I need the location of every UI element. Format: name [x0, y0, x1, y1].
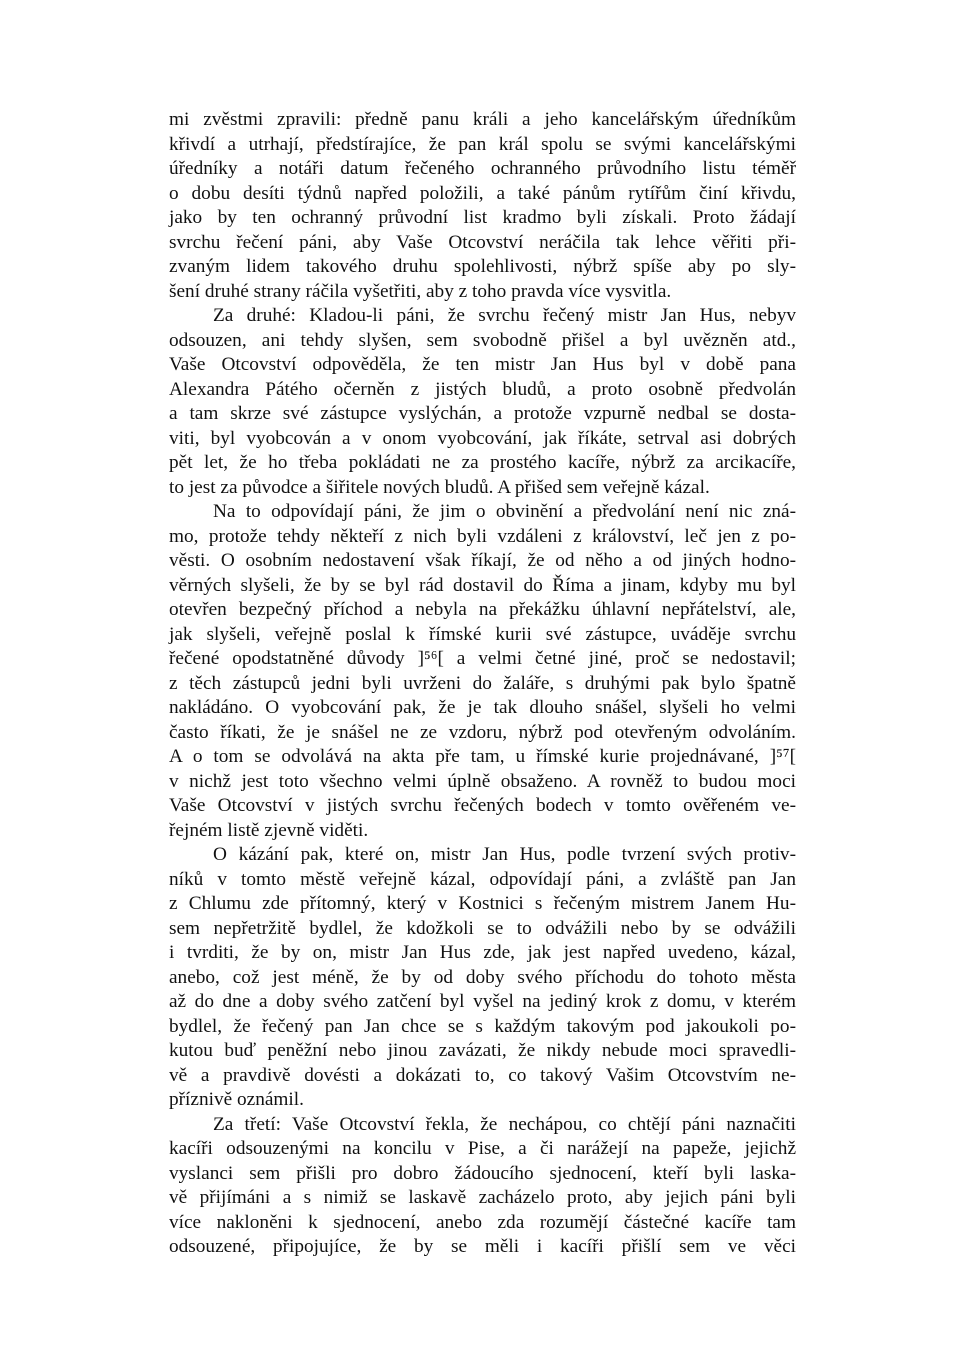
text-line: mi zvěstmi zpravili: předně panu králi a jeho kancelářským úředníkům — [169, 109, 796, 130]
text-line: z Chlumu zde přítomný, který v Kostnici s řečeným mistrem Janem Hu- — [169, 893, 796, 914]
text-line: viti, byl vyobcován a v onom vyobcování, jak říkáte, setrval asi dobrých — [169, 427, 796, 449]
body-text — [169, 108, 796, 1260]
text-line: věsti. O osobním nedostavení však říkají, že od něho a od jiných hodno- — [169, 550, 796, 571]
text-line: odsouzené, připojujíce, že by se měli i kacíři přišlí sem ve věci — [169, 1236, 796, 1257]
text-line: sem nepřetržitě bydlel, že kdožkoli se to odvážili nebo by se odvážili — [169, 917, 796, 939]
text-line: pět let, že ho třeba pokládati ne za prostého kacíře, nýbrž za arcikacíře, — [169, 452, 796, 473]
text-line: anebo, což jest méně, že by od doby svého příchodu do tohoto města — [169, 966, 796, 988]
text-line: šení druhé strany ráčila vyšetřiti, aby z toho pravda více vysvitla. — [169, 280, 672, 302]
text-line: o dobu desíti týdnů napřed položili, a také pánům rytířům činí křivdu, — [169, 182, 796, 204]
text-line: Za druhé: Kladou-li páni, že svrchu řečený mistr Jan Hus, nebyv — [213, 305, 796, 326]
text-line: Vaše Otcovství odpověděla, že ten mistr Jan Hus byl v době pana — [169, 354, 796, 375]
text-line: často říkati, že je snášel ne ze vzdoru, nýbrž pod otevřeným odvoláním. — [169, 721, 796, 743]
text-line: řejném listě zjevně viděti. — [169, 819, 369, 841]
text-line: O kázání pak, které on, mistr Jan Hus, podle tvrzení svých protiv- — [213, 844, 796, 865]
text-line: zvaným lidem takového druhu spolehlivosti, nýbrž spíše aby po sly- — [169, 256, 796, 277]
text-line: to jest za původce a šiřitele nových bludů. A přišed sem veřejně kázal. — [169, 476, 710, 498]
text-line: z těch zástupců jedni byli uvrženi do žaláře, s druhými pak bylo špatně — [169, 672, 796, 694]
text-line: A o tom se odvolává na akta pře tam, u římské kurie projednávané, ]⁵⁷[ — [169, 746, 796, 767]
text-line: kacíři odsouzenými na koncilu v Pise, a či narážejí na papeže, jejichž — [169, 1138, 796, 1159]
text-line: Na to odpovídají páni, že jim o obvinění a předvolání není nic zná- — [213, 501, 796, 522]
text-line: i tvrditi, že by on, mistr Jan Hus zde, jak jest napřed uvedeno, kázal, — [169, 942, 796, 963]
text-line: až do dne a doby svého zatčení byl vyšel na jediný krok z domu, v kterém — [169, 991, 796, 1012]
text-line: úředníky a notáři datum řečeného ochranného průvodního listu téměř — [169, 158, 796, 179]
text-line: otevřen bezpečný příchod a nebyla na překážku úhlavní nepřátelství, ale, — [169, 599, 796, 620]
text-line: kutou buď peněžní nebo jinou zavázati, že nikdy nebude moci spravedli- — [169, 1040, 796, 1061]
text-line: jako by ten ochranný průvodní list kradmo byli získali. Proto žádají — [169, 207, 796, 228]
text-line: více nakloněni k sjednocení, anebo zda rozumějí částečné kacíře tam — [169, 1211, 796, 1233]
text-line: řečené opodstatněné důvody ]⁵⁶[ a velmi četné jiné, proč se nedostavil; — [169, 648, 796, 669]
text-line: v nichž jest toto všechno velmi úplně obsaženo. A rovněž to budou moci — [169, 770, 796, 792]
text-line: a tam skrze své zástupce vyslýchán, a protože vzpurně nedbal se dosta- — [169, 403, 796, 424]
text-line: vě a pravdivě dovésti a dokázati to, co takový Vašim Otcovstvím ne- — [169, 1064, 796, 1086]
text-line: Za třetí: Vaše Otcovství řekla, že nechápou, co chtějí páni naznačiti — [213, 1113, 796, 1135]
text-line: níků v tomto městě veřejně kázal, odpovídají páni, a zvláště pan Jan — [169, 868, 796, 890]
text-line: vyslanci sem přišli pro dobro žádoucího sjednocení, kteří byli laska- — [169, 1162, 796, 1184]
text-line: jak slyšeli, veřejně poslal k římské kurii své zástupce, uváděje svrchu — [169, 623, 796, 645]
text-line: bydlel, že řečený pan Jan chce se s každým takovým pod jakoukoli po- — [169, 1015, 796, 1037]
text-line: mo, protože tehdy někteří z nich byli vzdáleni z království, leč jen z po- — [169, 525, 796, 547]
text-line: příznivě oznámil. — [169, 1089, 304, 1110]
text-line: křivdí a utrhají, předstírajíce, že pan král spolu se svými kancelářskými — [169, 133, 796, 155]
text-line: svrchu řečení páni, aby Vaše Otcovství neráčila tak lehce věřiti při- — [169, 231, 796, 253]
text-line: věrných slyšeli, že by se byl rád dostavil do Říma a jinam, kdyby mu byl — [169, 574, 796, 596]
text-line: nakládáno. O vyobcování pak, že je tak dlouho snášel, slyšeli ho velmi — [169, 697, 796, 718]
text-line: Alexandra Pátého očerněn z jistých bludů, a proto osobně předvolán — [169, 378, 796, 400]
text-line: vě přijímáni a s nimiž se laskavě zacházelo proto, aby jejich páni byli — [169, 1187, 796, 1208]
text-line: odsouzen, ani tehdy slyšen, sem svobodně přišel a byl uvězněn atd., — [169, 329, 796, 351]
text-line: Vaše Otcovství v jistých svrchu řečených bodech v tomto ověřeném ve- — [169, 795, 796, 816]
